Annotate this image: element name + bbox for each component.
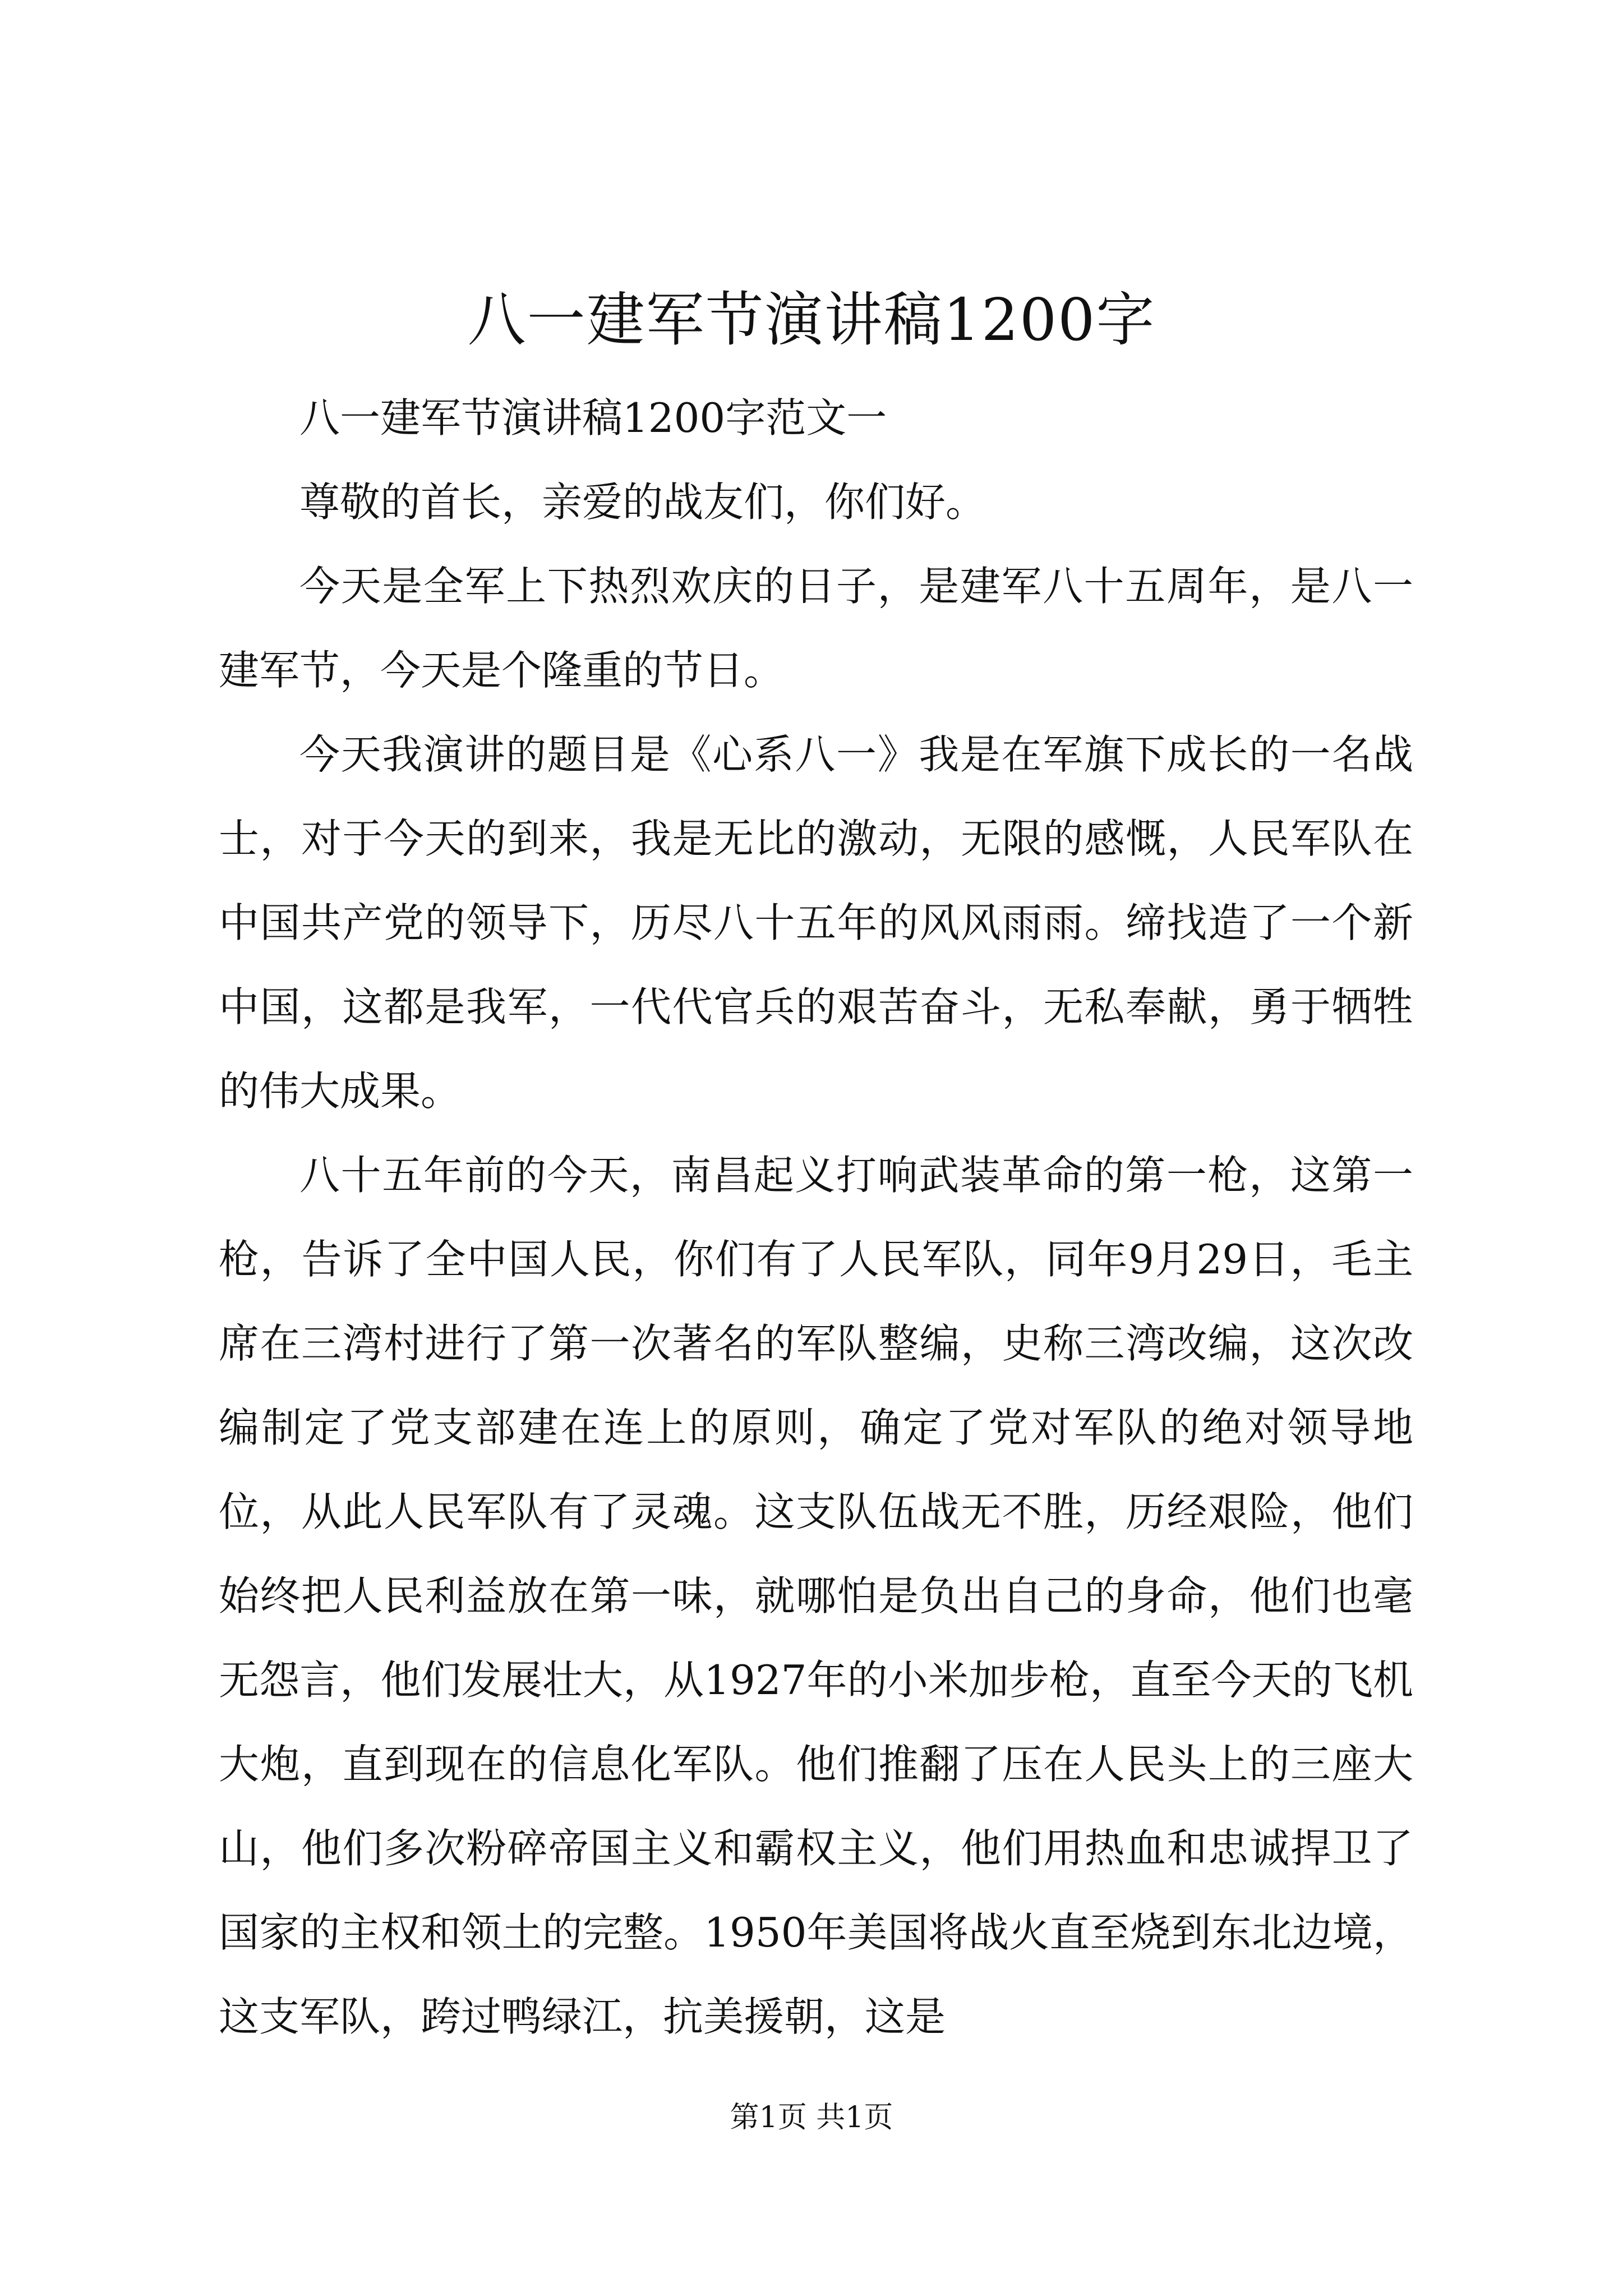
page-footer: 第1页 共1页 (730, 2101, 893, 2134)
paragraph: 今天我演讲的题目是《心系八一》我是在军旗下成长的一名战士，对于今天的到来，我是无比的激动，无限的感慨，人民军队在中国共产党的领导下，历尽八十五年的风风雨雨。缔找造了一个新中国，这都是我军，一代代官兵的艰苦奋斗，无私奉献，勇于牺牲的伟大成果。 (219, 731, 1413, 1115)
document-title: 八一建军节演讲稿1200字 (467, 286, 1156, 354)
paragraph-greeting: 尊敬的首长，亲爱的战友们，你们好。 (299, 478, 986, 526)
document-body (219, 376, 1413, 2059)
paragraph: 八十五年前的今天，南昌起义打响武装革命的第一枪，这第一枪，告诉了全中国人民，你们有了人民军队，同年9月29日，毛主席在三湾村进行了第一次著名的军队整编，史称三湾改编，这次改编制定了党支部建在连上的原则，确定了党对军队的绝对领导地位，从此人民军队有了灵魂。这支队伍战无不胜，历经艰险，他们始终把人民利益放在第一味，就哪怕是负出自己的身命，他们也毫无怨言，他们发展壮大，从1927年的小米加步枪，直至今天的飞机大炮，直到现在的信息化军队。他们推翻了压在人民头上的三座大山，他们多次粉碎帝国主义和霸权主义，他们用热血和忠诚捍卫了国家的主权和领土的完整。1950年美国将战火直至烧到东北边境，这支军队，跨过鸭绿江，抗美援朝，这是 (219, 1152, 1413, 2040)
paragraph: 今天是全军上下热烈欢庆的日子，是建军八十五周年，是八一建军节，今天是个隆重的节日。 (219, 563, 1413, 694)
paragraph-heading: 八一建军节演讲稿1200字范文一 (299, 394, 887, 441)
